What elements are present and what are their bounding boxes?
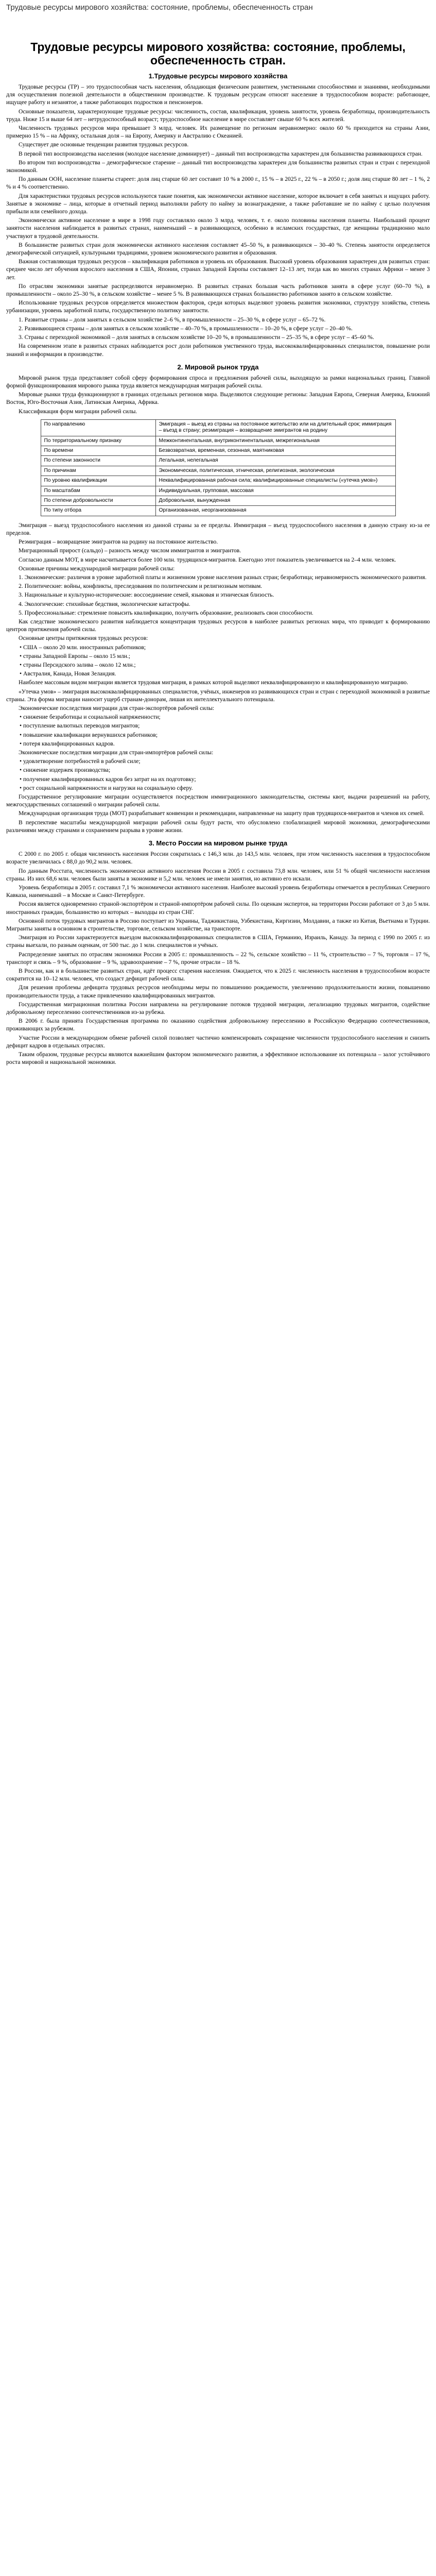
paragraph: 5. Профессиональные: стремление повысить квалификацию, получить образование, реализовать свои способности. [19, 609, 313, 616]
paragraph: 2. Политические: войны, конфликты, преследования по политическим и религиозным мотивам. [19, 583, 263, 590]
paragraph: Мировые рынки труда функционируют в границах отдельных регионов мира. Выделяются следующие регионы: Западная Европа, Северная Америка, Ближний Восток, Юго-Восточная Азия, Латинская Америка, Африка. [6, 391, 430, 406]
table-cell-forms: Межконтинентальная, внутриконтинентальная, межрегиональная [155, 436, 395, 446]
paragraph: Для характеристики трудовых ресурсов используются такие понятия, как экономически активное население, которое включает в себя занятых и ищущих работу. Занятые в экономике – лица, которые в отчетный период выполняли работу по найму за вознаграждение, а также работавшие не по найму с целью получения прибыли или семейного дохода. [6, 192, 430, 215]
paragraph: • страны Западной Европы – около 15 млн.; [20, 652, 130, 659]
paragraph: Экономически активное население в мире в 1998 году составляло около 3 млрд. человек, т. е. около половины населения планеты. Наибольший процент занятости населения наблюдается в развитых странах, наименьший – в развивающихся, особенно в исламских государствах, где женщины традиционно мало участвуют в трудовой деятельности. [6, 217, 430, 240]
paragraph: Россия является одновременно страной-экспортёром и страной-импортёром рабочей силы. По оценкам экспертов, на территории России работают от 3 до 5 млн. иностранных граждан, большинство из которых – выходцы из стран СНГ. [6, 901, 430, 916]
table-cell-forms: Безвозвратная, временная, сезонная, маятниковая [155, 446, 395, 455]
paragraph: В перспективе масштабы международной миграции рабочей силы будут расти, что обусловлено глобализацией мировой экономики, демографическими различиями между странами и сохранением разрыва в уровне жизни. [6, 819, 430, 834]
paragraph: Наиболее массовым видом миграции является трудовая миграция, в рамках которой выделяют неквалифицированную и квалифицированную миграцию. [19, 679, 408, 686]
paragraph: 2. Развивающиеся страны – доля занятых в сельском хозяйстве – 40–70 %, в промышленности – 10–20 %, в сфере услуг – 20–40 %. [19, 325, 353, 332]
paragraph: С 2000 г. по 2005 г. общая численность населения России сократилась с 146,3 млн. до 143,5 млн. человек, при этом численность населения в трудоспособном возрасте увеличилась с 88,0 до 90,2 млн. человек. [6, 851, 430, 866]
migration-forms-table [41, 419, 396, 516]
table-cell-forms: Неквалифицированная рабочая сила; квалифицированные специалисты («утечка умов») [155, 476, 395, 486]
paragraph: Миграционный прирост (сальдо) – разность между числом иммигрантов и эмигрантов. [19, 547, 241, 554]
paragraph: Государственная миграционная политика России направлена на регулирование потоков трудовой миграции, легализацию трудовых мигрантов, содействие добровольному переселению соотечественников из-за рубежа. [6, 1001, 430, 1015]
paragraph: Численность трудовых ресурсов мира превышает 3 млрд. человек. Их размещение по регионам неравномерно: около 60 % приходится на страны Азии, примерно 15 % – на Африку, остальная доля – на Европу, Америку и Австралию с Океанией. [6, 125, 430, 140]
paragraph: По отраслям экономики занятые распределяются неравномерно. В развитых странах большая часть работников занята в сфере услуг (60–70 %), в промышленности – около 25–30 %, в сельском хозяйстве – менее 5 %. В развивающихся странах большинство работников занято в сельском хозяйстве. [6, 282, 430, 298]
document-page [0, 0, 436, 1077]
paragraph: • получение квалифицированных кадров без затрат на их подготовку; [20, 775, 196, 783]
paragraph: Государственное регулирование миграции осуществляется посредством иммиграционного законодательства, системы квот, выдачи разрешений на работу, межгосударственных соглашений о миграции рабочей силы. [6, 793, 430, 808]
table-cell-forms: Экономическая, политическая, этническая, религиозная, экологическая [155, 466, 395, 476]
paragraph: «Утечка умов» – эмиграция высококвалифицированных специалистов, учёных, инженеров из развивающихся стран и стран с переходной экономикой в развитые страны. Эта форма миграции наносит ущерб странам-донорам, лишая их интеллектуального потенциала. [6, 688, 430, 703]
table-row [41, 466, 395, 476]
table-row [41, 506, 395, 516]
section-body [6, 521, 430, 834]
section-heading: 2. Мировой рынок труда [177, 363, 259, 371]
paragraph: • повышение квалификации вернувшихся работников; [20, 731, 158, 738]
table-cell-criterion: По масштабам [41, 486, 155, 496]
paragraph: 1. Экономические: различия в уровне заработной платы и жизненном уровне населения разных стран; безработица; неравномерность экономического развития. [19, 574, 427, 581]
paragraph: Экономические последствия миграции для стран-экспортёров рабочей силы: [19, 705, 215, 712]
table-row [41, 486, 395, 496]
paragraph: Мировой рынок труда представляет собой сферу формирования спроса и предложения рабочей силы, выходящую за рамки национальных границ. Главной формой функционирования мирового рынка труда является международная миграция рабочей силы. [6, 374, 430, 389]
paragraph: На современном этапе в развитых странах наблюдается рост доли работников умственного труда, высококвалифицированных специалистов, повышение роли знаний и информации в производстве. [6, 343, 430, 358]
paragraph: Международная организация труда (МОТ) разрабатывает конвенции и рекомендации, направленные на защиту прав трудящихся-мигрантов и членов их семей. [19, 810, 425, 817]
document-header: Трудовые ресурсы мирового хозяйства: состояние, проблемы, обеспеченность стран [6, 3, 313, 12]
paragraph: 4. Экологические: стихийные бедствия, экологические катастрофы. [19, 600, 190, 607]
paragraph: 1. Развитые страны – доля занятых в сельском хозяйстве 2–6 %, в промышленности – 25–30 %, в сфере услуг – 65–72 %. [19, 316, 326, 323]
paragraph: Распределение занятых по отраслям экономики России в 2005 г.: промышленность – 22 %, сельское хозяйство – 11 %, строительство – 7 %, торговля – 17 %, транспорт и связь – 9 %, образование – 9 %, здравоохранение – 7 %, прочие отрасли – 18 %. [6, 951, 430, 965]
paragraph: В 2006 г. была принята Государственная программа по оказанию содействия добровольному переселению в Российскую Федерацию соотечественников, проживающих за рубежом. [6, 1018, 430, 1032]
paragraph: • страны Персидского залива – около 12 млн.; [20, 662, 136, 669]
table-cell-criterion: По степени законности [41, 456, 155, 466]
table-row [41, 496, 395, 505]
table-cell-criterion: По территориальному признаку [41, 436, 155, 446]
paragraph: 3. Национальные и культурно-исторические: воссоединение семей, языковая и этническая близость. [19, 591, 274, 599]
paragraph: Использование трудовых ресурсов определяется множеством факторов, среди которых выделяют уровень развития экономики, структуру хозяйства, степень урбанизации, уровень заработной платы, государственную политику занятости. [6, 299, 430, 314]
paragraph: Участие России в международном обмене рабочей силой позволяет частично компенсировать сокращение численности трудоспособного населения и снизить дефицит кадров в отдельных отраслях. [6, 1034, 430, 1049]
paragraph: Как следствие экономического развития наблюдается концентрация трудовых ресурсов в наиболее развитых регионах мира, что приводит к формированию центров притяжения рабочей силы. [6, 618, 430, 633]
paragraph: Экономические последствия миграции для стран-импортёров рабочей силы: [19, 749, 214, 756]
table-cell-forms: Эмиграция – выезд из страны на постоянное жительство или на длительный срок; иммиграция – въезд в страну; реэмиграция – возвращение эмигрантов на родину [155, 419, 395, 436]
paragraph: Эмиграция из России характеризуется выездом высококвалифицированных специалистов в США, Германию, Израиль, Канаду. За период с 1990 по 2005 г. из страны выехали, по разным оценкам, от 500 тыс. до 1 млн. специалистов и учёных. [6, 934, 430, 949]
table-cell-forms: Легальная, нелегальная [155, 456, 395, 466]
paragraph: Уровень безработицы в 2005 г. составил 7,1 % экономически активного населения. Наиболее высокий уровень безработицы отмечается в республиках Северного Кавказа, наименьший – в Москве и Санкт-Петербурге. [6, 884, 430, 899]
paragraph: Основной поток трудовых мигрантов в Россию поступает из Украины, Таджикистана, Узбекистана, Киргизии, Молдавии, а также из Китая, Вьетнама и Турции. Мигранты заняты в основном в строительстве, торговле, сельском хозяйстве, на транспорте. [6, 917, 430, 932]
paragraph: По данным ООН, население планеты стареет: доля лиц старше 60 лет составит 10 % в 2000 г., 15 % – в 2025 г., 22 % – в 2050 г.; доля лиц старше 80 лет – 1 %, 2 % и 4 % соответственно. [6, 176, 430, 191]
paragraph: Трудовые ресурсы (ТР) – это трудоспособная часть населения, обладающая физическим развитием, умственными способностями и знаниями, необходимыми для осуществления полезной деятельности в общественном производстве. К трудовым ресурсам относят население в трудоспособном возрасте: работающее, ищущее работу и незанятое, а также работающих подростков и пенсионеров. [6, 83, 430, 106]
table-row [41, 436, 395, 446]
paragraph: • снижение безработицы и социальной напряженности; [20, 714, 161, 721]
table-cell-forms: Индивидуальная, групповая, массовая [155, 486, 395, 496]
paragraph: • снижение издержек производства; [20, 767, 111, 774]
paragraph: Существует две основные тенденции развития трудовых ресурсов. [19, 141, 189, 148]
paragraph: 3. Страны с переходной экономикой – доля занятых в сельском хозяйстве 10–20 %, в промышленности – 25–35 %, в сфере услуг – 45–60 %. [19, 334, 374, 341]
paragraph: Для решения проблемы дефицита трудовых ресурсов необходимы меры по повышению рождаемости, увеличению продолжительности жизни, повышению производительности труда, а также привлечению квалифицированных мигрантов. [6, 984, 430, 999]
section-heading: 3. Место России на мировом рынке труда [148, 839, 288, 848]
document-title: Трудовые ресурсы мирового хозяйства: состояние, проблемы, обеспеченность стран. [30, 40, 406, 67]
table-row [41, 456, 395, 466]
table-cell-criterion: По причинам [41, 466, 155, 476]
paragraph: Согласно данным МОТ, в мире насчитывается более 100 млн. трудящихся-мигрантов. Ежегодно этот показатель увеличивается на 2–4 млн. человек. [19, 556, 396, 563]
paragraph: Важная составляющая трудовых ресурсов – квалификация работников и уровень их образования. Высокий уровень образования характерен для развитых стран: среднее число лет обучения взрослого населения в США, Японии, странах Западной Европы составляет 12–13 лет, тогда как во многих странах Африки – менее 3 лет. [6, 258, 430, 281]
table-cell-criterion: По степени добровольности [41, 496, 155, 505]
paragraph: По данным Росстата, численность экономически активного населения России в 2005 г. составила 73,8 млн. человек, или 51 % общей численности населения страны. Из них 68,6 млн. человек были заняты в экономике и 5,2 млн. человек не имели занятия, но активно его искали. [6, 867, 430, 882]
paragraph: Таким образом, трудовые ресурсы являются важнейшим фактором экономического развития, а эффективное использование их потенциала – залог устойчивого роста мировой и национальной экономики. [6, 1050, 430, 1066]
paragraph: В первой тип воспроизводства населения (молодое население доминирует) – данный тип воспроизводства характерен для большинства развивающихся стран. [19, 150, 423, 157]
paragraph: Основные показатели, характеризующие трудовые ресурсы: численность, состав, квалификация, уровень занятости, уровень безработицы, производительность труда. Ниже 15 и выше 64 лет – нетрудоспособный возраст; трудоспособное население в мире составляет свыше 60 % всех жителей. [6, 108, 430, 123]
table-row [41, 446, 395, 455]
paragraph: Основные причины международной миграции рабочей силы: [19, 565, 175, 572]
paragraph: Основные центры притяжения трудовых ресурсов: [19, 635, 148, 642]
paragraph: Во втором тип воспроизводства – демографическое старение – данный тип воспроизводства характерен для большинства развитых стран и стран с переходной экономикой. [6, 159, 430, 174]
paragraph: Классификация форм миграции рабочей силы. [19, 408, 137, 415]
paragraph: • Австралия, Канада, Новая Зеландия. [20, 670, 116, 677]
paragraph: • США – около 20 млн. иностранных работников; [20, 643, 146, 651]
paragraph: Эмиграция – выезд трудоспособного населения из данной страны за ее пределы. Иммиграция – въезд трудоспособного населения в данную страну из-за ее пределов. [6, 521, 430, 536]
paragraph: В России, как и в большинстве развитых стран, идёт процесс старения населения. Ожидается, что к 2025 г. численность населения в трудоспособном возрасте сократится на 10–12 млн. человек, что создаст дефицит рабочей силы. [6, 967, 430, 982]
table-cell-criterion: По типу отбора [41, 506, 155, 516]
section-body [6, 374, 430, 415]
paragraph: Реэмиграция – возвращение эмигрантов на родину на постоянное жительство. [19, 538, 218, 546]
table-cell-forms: Добровольная, вынужденная [155, 496, 395, 505]
paragraph: В большинстве развитых стран доля экономически активного населения составляет 45–50 %, в развивающихся – 30–40 %. Степень занятости определяется демографической ситуацией, культурными традициями, уровнем экономического развития и образования. [6, 241, 430, 257]
table-cell-forms: Организованная, неорганизованная [155, 506, 395, 516]
paragraph: • поступление валютных переводов мигрантов; [20, 722, 140, 730]
section-heading: 1.Трудовые ресурсы мирового хозяйства [148, 72, 288, 80]
paragraph: • потеря квалифицированных кадров. [20, 740, 115, 747]
paragraph: • удовлетворение потребностей в рабочей силе; [20, 758, 141, 765]
section-body [6, 850, 430, 1066]
table-row [41, 419, 395, 436]
paragraph: • рост социальной напряженности и нагрузки на социальную сферу. [20, 784, 193, 791]
table-row [41, 476, 395, 486]
table-cell-criterion: По времени [41, 446, 155, 455]
section-body [6, 83, 430, 358]
table-cell-criterion: По уровню квалификации [41, 476, 155, 486]
table-cell-criterion: По направлению [41, 419, 155, 436]
